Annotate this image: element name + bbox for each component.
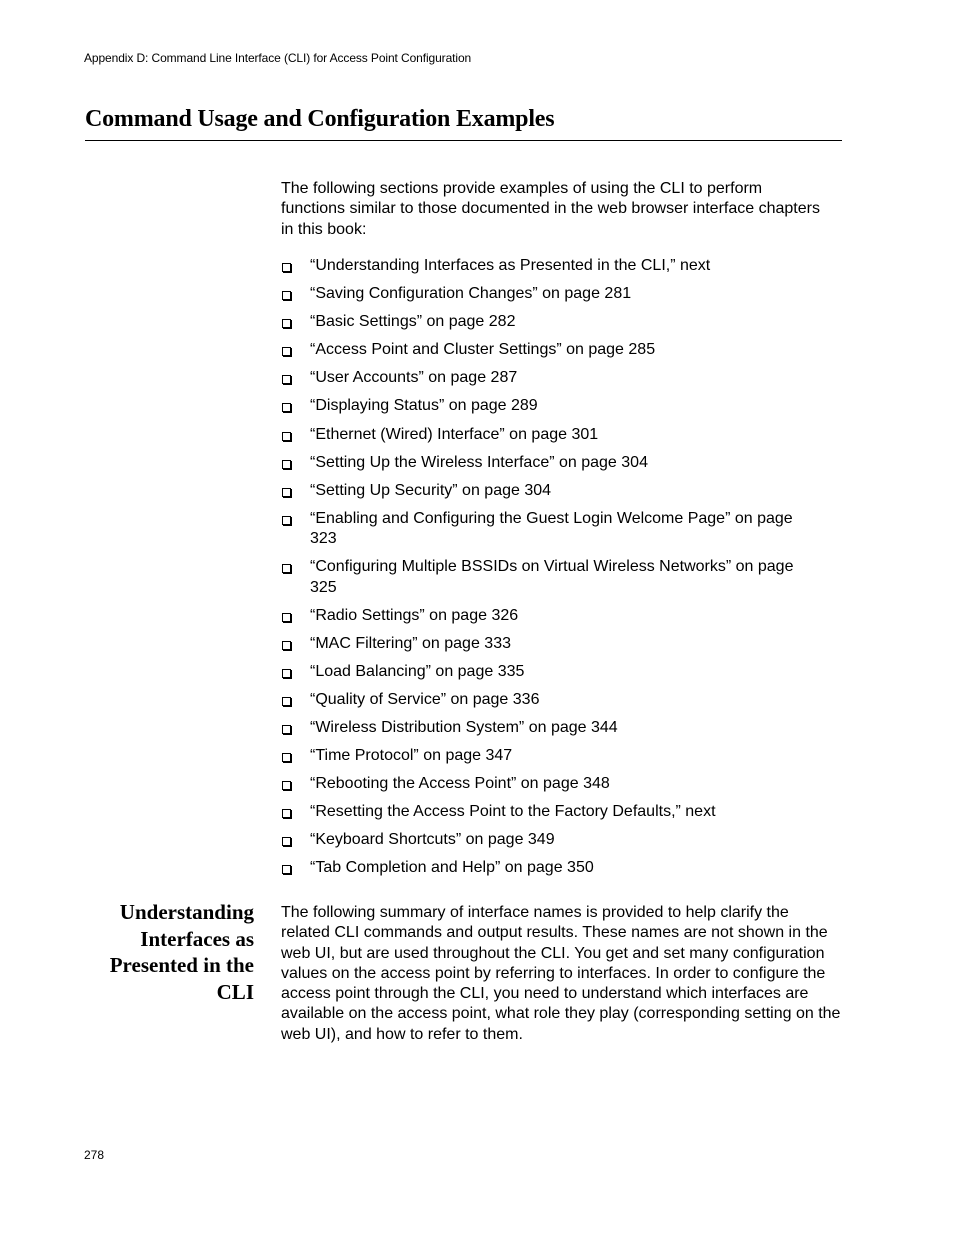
list-item-text: “Load Balancing” on page 335 <box>310 662 525 680</box>
checkbox-bullet-icon <box>282 488 291 497</box>
list-item-text: “Time Protocol” on page 347 <box>310 747 513 765</box>
list-item-text: “Access Point and Cluster Settings” on page 285 <box>310 341 656 359</box>
list-item-text: “Setting Up the Wireless Interface” on page 304 <box>310 453 648 471</box>
list-item-text: “Setting Up Security” on page 304 <box>310 481 552 499</box>
checkbox-bullet-icon <box>282 641 291 650</box>
subsection-heading-line: Interfaces as <box>140 926 254 951</box>
list-item-text: “Ethernet (Wired) Interface” on page 301 <box>310 425 599 443</box>
checkbox-bullet-icon <box>282 564 291 573</box>
list-item-text: “Enabling and Configuring the Guest Login Welcome Page” on page 323 <box>310 509 793 548</box>
list-item-text: “Tab Completion and Help” on page 350 <box>310 859 594 877</box>
checkbox-bullet-icon <box>282 865 291 874</box>
list-item[interactable] <box>281 396 821 416</box>
list-item[interactable] <box>281 453 821 473</box>
list-item-text: “Displaying Status” on page 289 <box>310 397 538 415</box>
checkbox-bullet-icon <box>282 291 291 300</box>
list-item[interactable] <box>281 858 821 878</box>
title-divider <box>85 140 842 141</box>
list-item[interactable] <box>281 557 821 598</box>
checkbox-bullet-icon <box>282 837 291 846</box>
list-item-text: “Basic Settings” on page 282 <box>310 313 516 331</box>
section-title: Command Usage and Configuration Examples <box>85 106 555 132</box>
subsection-body: The following summary of interface names is provided to help clarify the related CLI commands and output results. These names are not shown in the web UI, but are used throughout the CLI. You get and set many configuration values on the access point by referring to interfaces. In order to configure the access point through the CLI, you need to understand which interfaces are available on the access point, what role they play (corresponding setting on the web UI), and how to refer to them. <box>281 904 841 1043</box>
checkbox-bullet-icon <box>282 516 291 525</box>
list-item[interactable] <box>281 481 821 501</box>
list-item-text: “MAC Filtering” on page 333 <box>310 634 511 652</box>
list-item[interactable] <box>281 634 821 654</box>
list-item[interactable] <box>281 746 821 766</box>
list-item-text: “Quality of Service” on page 336 <box>310 690 540 708</box>
intro-paragraph: The following sections provide examples of using the CLI to perform functions similar to those documented in the web browser interface chapters in this book: <box>281 180 820 238</box>
subsection-heading <box>84 899 254 1005</box>
list-item-text: “Radio Settings” on page 326 <box>310 606 519 624</box>
checkbox-bullet-icon <box>282 753 291 762</box>
list-item[interactable] <box>281 830 821 850</box>
subsection-heading-line: Presented in the <box>109 953 254 977</box>
list-item[interactable] <box>281 662 821 682</box>
list-item[interactable] <box>281 368 821 388</box>
list-item-text: “Understanding Interfaces as Presented in the CLI,” next <box>310 257 711 274</box>
checkbox-bullet-icon <box>282 809 291 818</box>
checkbox-bullet-icon <box>282 697 291 706</box>
checkbox-bullet-icon <box>282 460 291 469</box>
checkbox-bullet-icon <box>282 319 291 328</box>
checkbox-bullet-icon <box>282 403 291 412</box>
list-item[interactable] <box>281 340 821 360</box>
list-item[interactable] <box>281 284 821 304</box>
checkbox-bullet-icon <box>282 613 291 622</box>
list-item-text: “Configuring Multiple BSSIDs on Virtual Wireless Networks” on page 325 <box>310 558 794 596</box>
running-header: Appendix D: Command Line Interface (CLI) for Access Point Configuration <box>84 51 472 65</box>
list-item[interactable] <box>281 312 821 332</box>
list-item[interactable] <box>281 256 821 276</box>
list-item-text: “Keyboard Shortcuts” on page 349 <box>310 831 555 849</box>
checkbox-bullet-icon <box>282 347 291 356</box>
subsection-heading-line: CLI <box>216 979 254 1004</box>
list-item-text: “Rebooting the Access Point” on page 348 <box>310 775 610 793</box>
list-item[interactable] <box>281 802 821 822</box>
checkbox-bullet-icon <box>282 781 291 790</box>
checkbox-bullet-icon <box>282 432 291 441</box>
list-item[interactable] <box>281 774 821 794</box>
subsection-heading-line: Understanding <box>119 900 254 924</box>
list-item-text: “Saving Configuration Changes” on page 281 <box>310 285 632 303</box>
list-item[interactable] <box>281 718 821 738</box>
checkbox-bullet-icon <box>282 375 291 384</box>
list-item[interactable] <box>281 606 821 626</box>
list-item[interactable] <box>281 425 821 445</box>
checkbox-bullet-icon <box>282 669 291 678</box>
list-item-text: “Resetting the Access Point to the Factory Defaults,” next <box>310 803 716 821</box>
checkbox-bullet-icon <box>282 725 291 734</box>
page-number: 278 <box>84 1148 105 1162</box>
checkbox-bullet-icon <box>282 263 291 272</box>
list-item[interactable] <box>281 690 821 710</box>
list-item-text: “Wireless Distribution System” on page 344 <box>310 719 618 736</box>
section-link-list <box>281 256 821 887</box>
list-item[interactable] <box>281 509 821 550</box>
list-item-text: “User Accounts” on page 287 <box>310 369 518 387</box>
